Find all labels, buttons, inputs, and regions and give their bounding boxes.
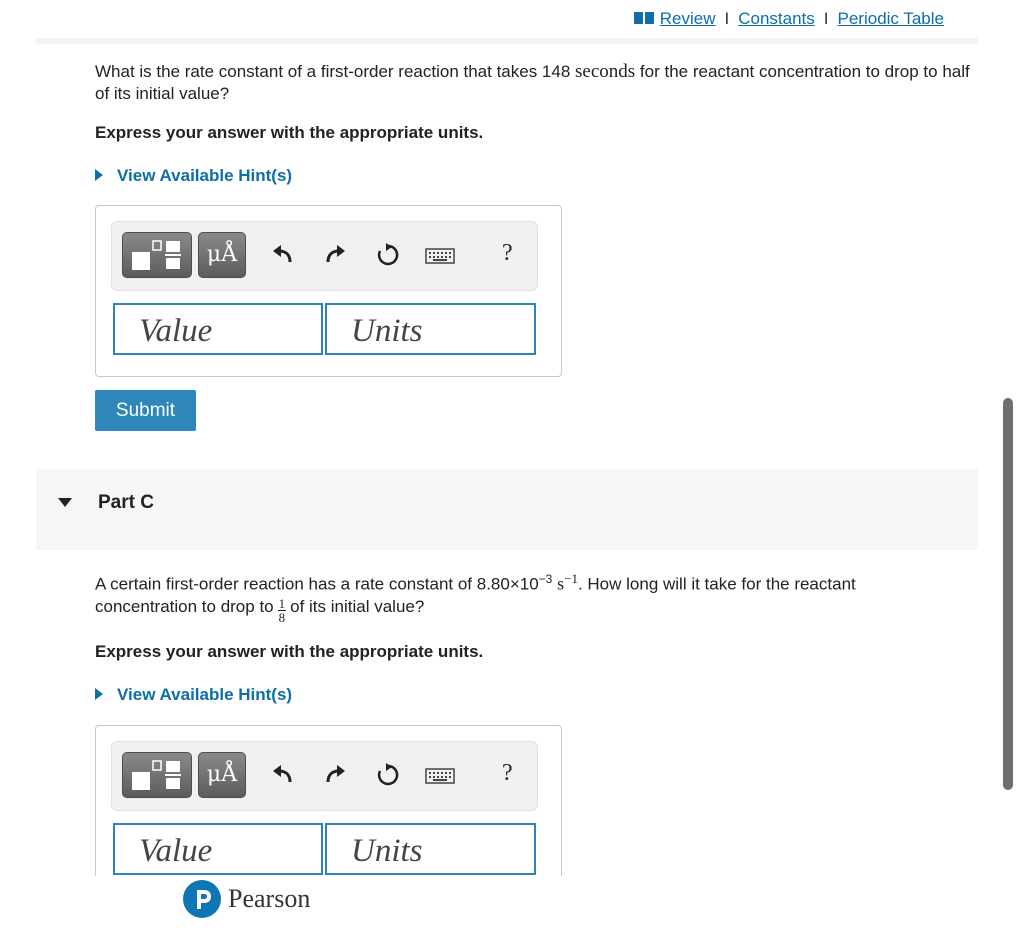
constants-link[interactable]: Constants bbox=[738, 9, 815, 28]
answer-box bbox=[95, 725, 562, 897]
pearson-logo-icon bbox=[183, 880, 221, 918]
redo-icon[interactable] bbox=[322, 242, 348, 268]
submit-button[interactable]: Submit bbox=[95, 390, 196, 431]
hint-label: View Available Hint(s) bbox=[117, 685, 293, 704]
hint-label: View Available Hint(s) bbox=[117, 166, 293, 185]
question-line2-suffix: of its initial value? bbox=[290, 596, 425, 616]
templates-button[interactable] bbox=[122, 232, 192, 278]
keyboard-icon[interactable] bbox=[424, 762, 456, 788]
question-prefix: What is the rate constant of a first-order reaction that takes 148 bbox=[95, 62, 571, 81]
undo-icon[interactable] bbox=[270, 242, 296, 268]
units-placeholder: Units bbox=[351, 833, 423, 869]
divider bbox=[36, 38, 978, 44]
nav-separator: I bbox=[724, 9, 730, 28]
fraction-template-icon bbox=[122, 232, 192, 278]
value-input[interactable] bbox=[113, 823, 323, 875]
question-mid: . How long will it take for the reactant bbox=[577, 574, 856, 594]
value-placeholder: Value bbox=[139, 833, 213, 869]
book-icon bbox=[633, 11, 655, 25]
question-unit: seconds bbox=[575, 61, 636, 82]
undo-icon[interactable] bbox=[270, 762, 296, 788]
footer bbox=[0, 876, 1024, 930]
help-button[interactable]: ? bbox=[502, 240, 513, 266]
fraction-numerator: 1 bbox=[278, 595, 286, 611]
units-input[interactable] bbox=[325, 823, 536, 875]
part-title: Part C bbox=[98, 492, 154, 513]
periodic-table-link[interactable]: Periodic Table bbox=[837, 9, 944, 28]
part-header[interactable] bbox=[36, 469, 978, 550]
top-nav bbox=[0, 0, 1024, 38]
value-input[interactable] bbox=[113, 303, 323, 355]
math-toolbar bbox=[111, 221, 538, 291]
fraction-template-icon bbox=[122, 752, 192, 798]
view-hints-button[interactable] bbox=[95, 685, 292, 705]
instruction-text: Express your answer with the appropriate units. bbox=[95, 123, 484, 142]
exponent: −3 bbox=[538, 572, 553, 586]
question-text bbox=[95, 568, 985, 624]
nav-separator: I bbox=[823, 9, 829, 28]
keyboard-icon[interactable] bbox=[424, 242, 456, 268]
expand-arrow-icon bbox=[95, 169, 103, 181]
question-line2-prefix: concentration to drop to bbox=[95, 596, 274, 616]
collapse-arrow-icon[interactable] bbox=[58, 498, 72, 507]
fraction-denominator: 8 bbox=[278, 609, 286, 625]
templates-button[interactable] bbox=[122, 752, 192, 798]
review-link[interactable]: Review bbox=[659, 9, 716, 28]
fraction bbox=[278, 597, 287, 624]
units-button[interactable]: μÅ bbox=[198, 752, 246, 798]
resource-links bbox=[633, 9, 944, 29]
units-button[interactable]: μÅ bbox=[198, 232, 246, 278]
view-hints-button[interactable] bbox=[95, 166, 292, 186]
question-text bbox=[95, 61, 985, 105]
question-prefix: A certain first-order reaction has a rate constant of 8.80×10 bbox=[95, 574, 539, 594]
value-placeholder: Value bbox=[139, 313, 213, 349]
reset-icon[interactable] bbox=[374, 242, 400, 268]
instruction-text: Express your answer with the appropriate units. bbox=[95, 642, 484, 661]
expand-arrow-icon bbox=[95, 688, 103, 700]
answer-box bbox=[95, 205, 562, 377]
reset-icon[interactable] bbox=[374, 762, 400, 788]
pearson-brand-text: Pearson bbox=[228, 884, 311, 913]
units-input[interactable] bbox=[325, 303, 536, 355]
question-suffix: for the reactant concentration to drop to half of its initial value? bbox=[95, 62, 970, 103]
redo-icon[interactable] bbox=[322, 762, 348, 788]
math-toolbar bbox=[111, 741, 538, 811]
scrollbar[interactable] bbox=[1003, 398, 1013, 790]
units-placeholder: Units bbox=[351, 313, 423, 349]
help-button[interactable]: ? bbox=[502, 760, 513, 786]
unit-exponent: −1 bbox=[564, 571, 578, 586]
unit: s bbox=[557, 573, 565, 594]
